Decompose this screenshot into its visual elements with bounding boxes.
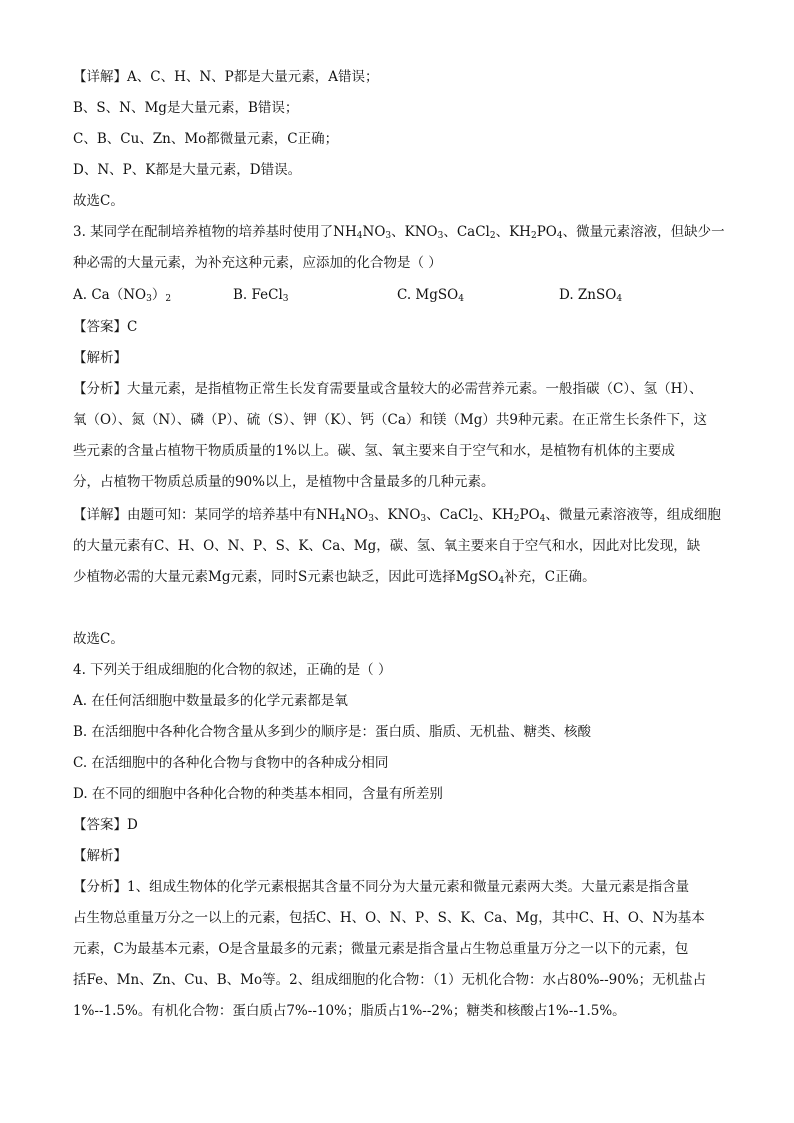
analysis-3-line-2: 氧（O）、氮（N）、磷（P）、硫（S）、钾（K）、钙（Ca）和镁（Mg）共9种元素。在正常生长条件下，这 (73, 412, 707, 428)
detail-3-line-2: 的大量元素有C、H、O、N、P、S、K、Ca、Mg，碳、氢、氧主要来自于空气和水，因此对比发现，缺 (73, 538, 701, 554)
analysis-3-line-1: 【分析】大量元素，是指植物正常生长发育需要量或含量较大的必需营养元素。一般指碳（C）、氢（H）、 (73, 381, 703, 397)
question-4: 4. 下列关于组成细胞的化合物的叙述，正确的是（ ） (73, 662, 392, 678)
question-3-line-1: 3. 某同学在配制培养植物的培养基时使用了$NH_4NO_3$、$KNO_3$、CaCl$_2$、$KH_2PO_4$、微量元素溶液，但缺少一 (73, 224, 725, 241)
detail-3-line-1: 【详解】由题可知：某同学的培养基中有$NH_4NO_3$、$KNO_3$、CaCl$_2$、$KH_2PO_4$、微量元素溶液等，组成细胞 (73, 507, 721, 524)
analysis-4-line-5: 1%--1.5%。有机化合物：蛋白质占7%--10%；脂质占1%--2%；糖类和核酸占1%--1.5%。 (73, 1003, 626, 1019)
question-4-option-d: D. 在不同的细胞中各种化合物的种类基本相同，含量有所差别 (73, 786, 443, 802)
detail-line-2: B、S、N、Mg是大量元素，B错误； (73, 100, 299, 116)
analysis-3-line-3: 些元素的含量占植物干物质质量的1%以上。碳、氢、氧主要来自于空气和水，是植物有机体的主要成 (73, 443, 675, 459)
question-4-option-a: A. 在任何活细胞中数量最多的化学元素都是氧 (73, 693, 348, 709)
detail-line-1: 【详解】A、C、H、N、P都是大量元素，A错误； (73, 69, 379, 85)
answer-3: 【答案】C (73, 319, 138, 335)
analysis-4-line-2: 占生物总重量万分之一以上的元素，包括C、H、O、N、P、S、K、Ca、Mg，其中C、H、O、N为基本 (73, 910, 705, 926)
option-d: D. ZnSO$_4$ (559, 287, 623, 304)
detail-3-line-3: 少植物必需的大量元素Mg元素，同时S元素也缺乏，因此可选择MgSO$_4$补充，C正确。 (73, 569, 596, 586)
option-b: B. FeCl$_3$ (233, 287, 289, 304)
analysis-3-line-4: 分，占植物干物质总质量的90%以上，是植物中含量最多的几种元素。 (73, 474, 495, 490)
analysis-4-line-4: 括Fe、Mn、Zn、Cu、B、Mo等。2、组成细胞的化合物：（1）无机化合物：水占80%--90%；无机盐占 (73, 972, 707, 988)
analysis-4-line-3: 元素，C为最基本元素，O是含量最多的元素；微量元素是指含量占生物总重量万分之一以下的元素，包 (73, 941, 689, 957)
question-3-line-2: 种必需的大量元素，为补充这种元素，应添加的化合物是（ ） (73, 255, 442, 271)
option-a: A. $Ca(NO_3)_2$ (73, 287, 172, 304)
conclusion-3: 故选C。 (73, 631, 124, 647)
analysis-3-heading: 【解析】 (73, 350, 127, 366)
analysis-4-line-1: 【分析】1、组成生物体的化学元素根据其含量不同分为大量元素和微量元素两大类。大量元素是指含量 (73, 879, 690, 895)
analysis-4-heading: 【解析】 (73, 848, 127, 864)
conclusion-line: 故选C。 (73, 193, 124, 209)
question-4-option-b: B. 在活细胞中各种化合物含量从多到少的顺序是：蛋白质、脂质、无机盐、糖类、核酸 (73, 724, 592, 740)
question-3-options (73, 286, 733, 304)
detail-line-4: D、N、P、K都是大量元素，D错误。 (73, 162, 302, 178)
detail-line-3: C、B、Cu、Zn、Mo都微量元素，C正确； (73, 131, 339, 147)
option-c: C. MgSO$_4$ (397, 287, 464, 304)
question-4-option-c: C. 在活细胞中的各种化合物与食物中的各种成分相同 (73, 755, 389, 771)
answer-4: 【答案】D (73, 817, 138, 833)
